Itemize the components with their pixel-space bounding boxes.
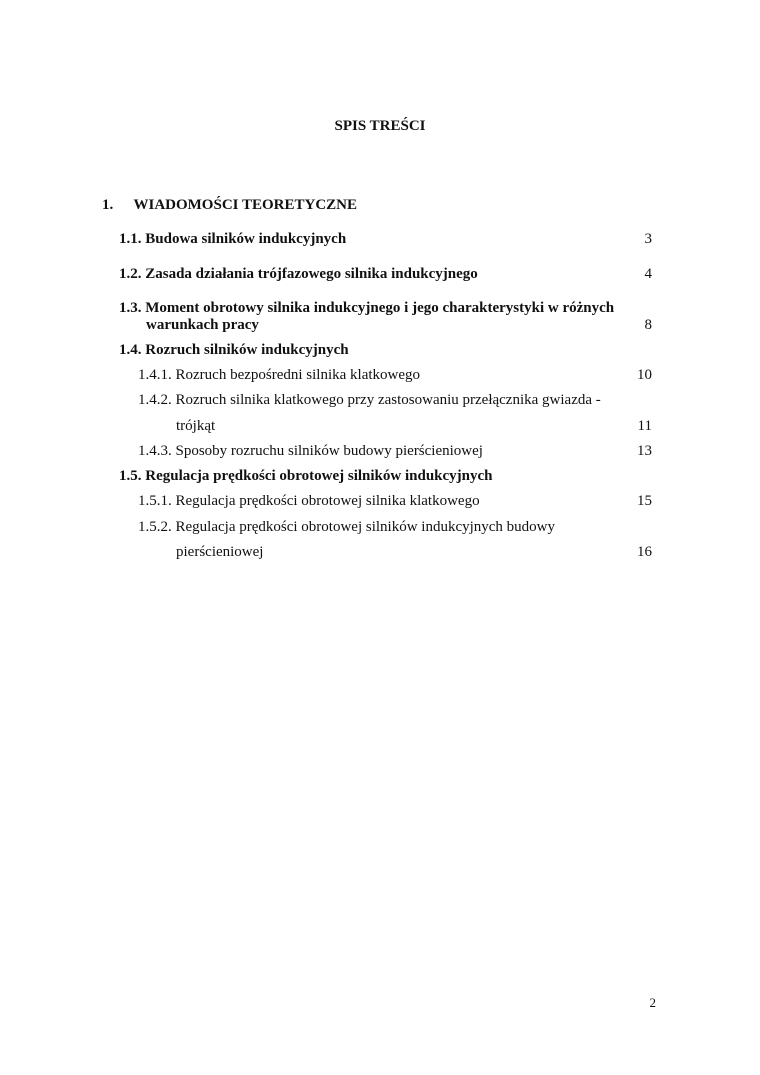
toc-entry-1-4-2 bbox=[138, 391, 601, 409]
toc-entry-label: Zasada działania trójfazowego silnika indukcyjnego bbox=[145, 266, 478, 282]
toc-entry-label: Moment obrotowy silnika indukcyjnego i jego charakterystyki w różnych bbox=[145, 300, 615, 316]
toc-entry-label: Regulacja prędkości obrotowej silników indukcyjnych bbox=[145, 468, 493, 484]
toc-entry-1-5-1 bbox=[138, 492, 480, 510]
chapter-label: WIADOMOŚCI TEORETYCZNE bbox=[133, 197, 357, 213]
toc-entry-1-3-continuation: warunkach pracy bbox=[146, 317, 259, 333]
toc-entry-1-5 bbox=[119, 467, 493, 485]
toc-chapter-1 bbox=[102, 197, 357, 214]
toc-entry-1-3 bbox=[119, 299, 614, 317]
toc-entry-label: Sposoby rozruchu silników budowy pierścieniowej bbox=[175, 443, 483, 459]
toc-entry-1-4-2-continuation: trójkąt bbox=[176, 418, 216, 434]
toc-page-number: 8 bbox=[644, 317, 652, 333]
toc-entry-label: Regulacja prędkości obrotowej silników indukcyjnych budowy bbox=[175, 519, 556, 535]
toc-page-number: 10 bbox=[637, 367, 652, 383]
toc-entry-1-4 bbox=[119, 341, 349, 359]
toc-entry-number: 1.3. bbox=[119, 300, 142, 316]
toc-entry-number: 1.5. bbox=[119, 468, 142, 484]
toc-page-number: 13 bbox=[637, 443, 652, 459]
page-title: SPIS TREŚCI bbox=[334, 118, 426, 134]
toc-entry-label: Rozruch bezpośredni silnika klatkowego bbox=[175, 367, 421, 383]
toc-entry-number: 1.4.1. bbox=[138, 367, 172, 383]
toc-page-number: 16 bbox=[637, 544, 652, 560]
toc-entry-number: 1.4.2. bbox=[138, 392, 172, 408]
toc-entry-number: 1.5.2. bbox=[138, 519, 172, 535]
toc-entry-1-4-1 bbox=[138, 366, 420, 384]
toc-entry-label: Rozruch silnika klatkowego przy zastosowaniu przełącznika gwiazda - bbox=[175, 392, 601, 408]
toc-entry-1-1 bbox=[119, 230, 346, 248]
toc-entry-number: 1.2. bbox=[119, 266, 142, 282]
toc-entry-label: Regulacja prędkości obrotowej silnika klatkowego bbox=[175, 493, 480, 509]
toc-entry-number: 1.4. bbox=[119, 342, 142, 358]
toc-page-number: 11 bbox=[637, 418, 652, 434]
toc-entry-label: Rozruch silników indukcyjnych bbox=[145, 342, 349, 358]
chapter-number: 1. bbox=[102, 197, 114, 213]
toc-entry-1-5-2-continuation: pierścieniowej bbox=[176, 544, 264, 560]
toc-page-number: 4 bbox=[644, 266, 652, 282]
toc-entry-label: Budowa silników indukcyjnych bbox=[145, 231, 347, 247]
toc-entry-1-4-3 bbox=[138, 442, 483, 460]
toc-entry-1-2 bbox=[119, 265, 478, 283]
toc-entry-number: 1.1. bbox=[119, 231, 142, 247]
toc-entry-number: 1.4.3. bbox=[138, 443, 172, 459]
toc-entry-1-5-2 bbox=[138, 518, 555, 536]
toc-page-number: 15 bbox=[637, 493, 652, 509]
toc-page-number: 3 bbox=[644, 231, 652, 247]
toc-entry-number: 1.5.1. bbox=[138, 493, 172, 509]
footer-page-number: 2 bbox=[649, 995, 656, 1010]
